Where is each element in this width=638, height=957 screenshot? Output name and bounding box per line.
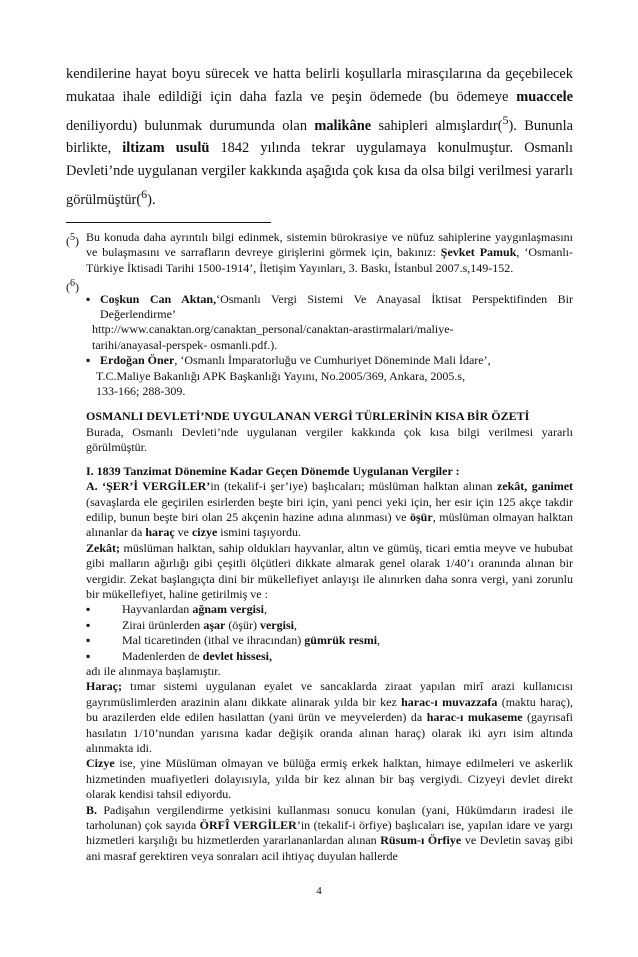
intro-paragraph: Burada, Osmanlı Devleti’nde uygulanan vergiler kakkında çok kısa bilgi verilmesi yararlı görülmüştür. — [86, 424, 573, 455]
bullet-square-icon: ▪ — [86, 291, 91, 306]
footnote-number: ($^5$) — [66, 232, 79, 248]
bullet-square-icon: ▪ — [86, 353, 91, 368]
cizye-paragraph: Cizye ise, yine Müslüman olmayan ve bülüğa ermiş erkek halktan, himaye edilmeleri ve askerlik hizmetinden muafiyetleri dolayısıyla, yılda bir kez alınan bir baş vergiydi. Cizyeyi devlet direkt olarak kendisi tahsil ediyordu. — [86, 756, 573, 802]
harac-paragraph: Haraç; tımar sistemi uygulanan eyalet ve sancaklarda ziraat yapılan mirî arazi kullanıcısı gayrımüslimlerden arazinin alanı dikkate alinarak yılda bir kez harac-ı muvazzafa (maktu haraç), bu arazilerden elde edilen hasılattan (yani ürün ve meyvelerden) da harac-ı mukaseme (gayrısafi hasılatın 1/10’nundan yarısına kadar değişik oranda alınan haraç) olarak iki ayrı isim altında alınmakta idi. — [86, 679, 573, 755]
reference-url: http://www.canaktan.org/canaktan_personal/canaktan-arastirmalari/maliye- — [92, 322, 454, 337]
footnote-text: Bu konuda daha ayrıntılı bilgi edinmek, sistemin bürokrasiye ve nüfuz sahiplerine yaygınlaşmasını ve bulaşmasını ve sarrafların devreye girişlerini görmek için, bakınız: — [86, 230, 573, 260]
term-malikane: malikâne — [314, 117, 372, 134]
bullet-square-icon: ▪ — [86, 633, 91, 648]
text-run: sahipleri almışlardır( — [371, 117, 503, 134]
reference-author: Erdoğan Öner — [100, 353, 175, 368]
reference-author: Coşkun Can Aktan, — [100, 291, 217, 306]
term-muaccele: muaccele — [516, 88, 573, 105]
bullet-square-icon: ▪ — [86, 648, 91, 663]
footnote-number: ($^6$) — [66, 278, 79, 295]
orfi-taxes-paragraph: B. Padişahın vergilendirme yetkisini kullanması sonucu konulan (yani, Hükümdarın iradesi ile tarholunan) çok sayıda ÖRFÎ VERGİLER’in (tekalif-i örfiye) başlıcaları ise, yapılan idare ve yargı hizmetleri karşılığı bu hizmetlerden yararlananlardan alınan Rüsum-ı Örfiye ve Devletin savaş gibi ani masraf gerektiren veya sonraları acil ihtiyaç duyulan hallerde — [86, 802, 574, 863]
text-run: 1842 yılında tekrar uygulamaya konulmuştur. Osmanlı Devleti’nde uygulanan vergiler kakkında aşağıda çok kısa da olsa bilgi verilmesi yararlı görülmüştür( — [66, 140, 573, 208]
term-iltizam: iltizam usulü — [122, 140, 210, 157]
section-heading: OSMANLI DEVLETİ’NDE UYGULANAN VERGİ TÜRLERİNİN KISA BİR ÖZETİ — [86, 409, 530, 424]
footnote-author: Şevket Pamuk — [440, 245, 517, 260]
footnote-ref-6: 6 — [141, 186, 148, 201]
footnote-text: , ‘Osmanlı-Türkiye İktisadi Tarihi 1500-1914’, İletişim Yayınları, 3. Baskı, İstanbul 2007.s,149-152. — [86, 245, 574, 275]
reference-pages: 133-166; 288-309. — [96, 384, 186, 399]
list-item: ▪ Zirai ürünlerden aşar (öşür) vergisi, — [86, 617, 297, 632]
reference-publisher: T.C.Maliye Bakanlığı APK Başkanlığı Yayını, No.2005/369, Ankara, 2005.s, — [96, 368, 466, 383]
text-run: ). — [147, 191, 156, 208]
reference-title: ‘Osmanlı Vergi Sistemi Ve Anayasal İktisat Perspektifinden Bir Değerlendirme’ — [100, 291, 573, 322]
list-item: ▪ Madenlerden de devlet hissesi, — [86, 648, 272, 663]
footnote-5 — [66, 230, 573, 276]
reference-item — [86, 353, 573, 368]
bullet-square-icon: ▪ — [86, 602, 91, 617]
list-item: ▪ Hayvanlardan ağnam vergisi, — [86, 602, 267, 617]
reference-url: tarihi/anayasal-perspek- osmanli.pdf.). — [92, 337, 278, 352]
reference-item — [86, 292, 573, 323]
footnote-6-body — [66, 292, 573, 865]
footnote-ref-5: 5 — [502, 112, 509, 127]
footnotes — [66, 230, 573, 864]
page-number: 4 — [316, 885, 322, 897]
list-closing: adı ile alınmaya başlamıştır. — [86, 663, 221, 678]
text-run: deniliyordu) bulunmak durumunda olan — [66, 117, 315, 134]
zekat-paragraph: Zekât; müslüman halktan, sahip oldukları hayvanlar, altın ve gümüş, ticari emtia meyve ve hububat gibi malların ağırlığı gibi çeşitli ölçütleri dikkate almarak genel olarak 1/40’ı oranında alınan bir vergidir. Zekat başlangıçta dini bir mükellefiyet anlayışı ile alınırken daha sonra vergi, yani zorunlu bir mükellefiyet, haline getirilmiş ve : — [86, 540, 573, 601]
footnote-6 — [66, 276, 573, 295]
body-text — [66, 63, 573, 211]
footnote-separator — [66, 222, 271, 223]
list-item: ▪ Mal ticaretinden (ithal ve ihracından) gümrük resmi, — [86, 633, 381, 648]
seri-taxes-paragraph: A. ‘ŞER’İ VERGİLER’in (tekalif-i şer’iye) başlıcaları; müslüman halktan alınan zekât, ganimet (savaşlarda ele geçirilen esirlerden beşte biri için, yani penci yeki için, her esir için 125 akçe takdir edilip, bunun beşte biri olan 25 akçenin hazine adına alınması) ve öşür, müslüman olmayan halktan alınanlar da haraç ve cizye ismini taşıyordu. — [86, 479, 574, 540]
period-title: I. 1839 Tanzimat Dönemine Kadar Geçen Dönemde Uygulanan Vergiler : — [86, 463, 460, 478]
text-run: ). Bununla birlikte, — [66, 117, 573, 157]
text-run: kendilerine hayat boyu sürecek ve hatta belirli koşullarla mirasçılarına da geçebilecek mukataa ihale edildiği için daha fazla ve peşin ödemede (bu ödemeye — [66, 66, 573, 105]
bullet-square-icon: ▪ — [86, 617, 91, 632]
reference-title: , ‘Osmanlı İmparatorluğu ve Cumhuriyet Döneminde Mali İdare’, — [174, 353, 491, 368]
body-paragraph — [66, 63, 573, 211]
